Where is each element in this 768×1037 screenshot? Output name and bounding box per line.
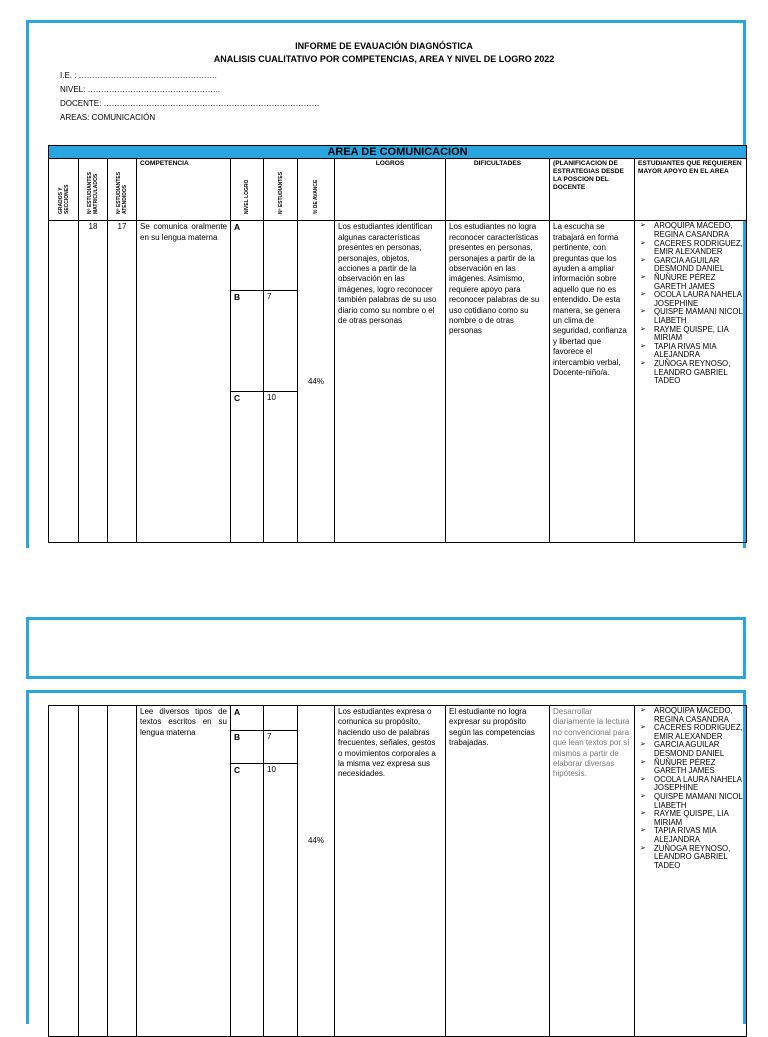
area-banner: AREA DE COMUNICACION bbox=[49, 146, 747, 159]
nivel-row-a bbox=[231, 706, 297, 731]
arrow-bullet-icon: ➢ bbox=[640, 359, 646, 367]
list-item bbox=[638, 776, 743, 793]
list-item bbox=[638, 240, 743, 257]
list-item bbox=[638, 845, 743, 871]
list-item bbox=[638, 759, 743, 776]
nivel-logro-cell bbox=[231, 221, 298, 543]
list-item bbox=[638, 724, 743, 741]
header-dificultades: DIFICULTADES bbox=[446, 159, 550, 221]
nivel-letter: C bbox=[231, 392, 264, 542]
list-item bbox=[638, 257, 743, 274]
nivel-count: 7 bbox=[267, 292, 272, 302]
students-list bbox=[638, 707, 743, 870]
list-item bbox=[638, 326, 743, 343]
dificultades-cell: Los estudiantes no logra reconocer características presentes en personas, personajes a partir de la observación en las imágenes. Asimismo, requiere apoyo para reconocer palabras de su uso cotidiano como su nombre o de otras personas bbox=[446, 221, 550, 543]
student-name: GARCIA AGUILAR DESMOND DANIEL bbox=[654, 740, 725, 758]
header-avance: % DE AVANCE bbox=[313, 180, 319, 215]
student-name: CACERES RODRIGUEZ, EMIR ALEXANDER bbox=[654, 723, 743, 741]
list-item bbox=[638, 741, 743, 758]
list-item bbox=[638, 291, 743, 308]
planificacion-cell: Desarrollar diariamente la lectura no convencional para que lean textos por sí mismos a partir de elaborar diversas hipótesis. bbox=[550, 706, 635, 1037]
docente-field: DOCENTE: ……………………………………………………………………… bbox=[60, 99, 320, 108]
student-name: RAYME QUISPE, LIA MIRIAM bbox=[654, 809, 729, 827]
list-item bbox=[638, 308, 743, 325]
estudiantes-apoyo-cell bbox=[635, 221, 747, 543]
nivel-row-c bbox=[231, 764, 297, 1036]
arrow-bullet-icon: ➢ bbox=[640, 256, 646, 264]
arrow-bullet-icon: ➢ bbox=[640, 810, 646, 818]
list-item bbox=[638, 793, 743, 810]
header-nivel-logro: NIVEL LOGRO bbox=[244, 180, 250, 215]
student-name: QUISPE MAMANI NICOL LIABETH bbox=[654, 307, 743, 325]
estudiantes-apoyo-cell bbox=[635, 706, 747, 1037]
list-item bbox=[638, 222, 743, 239]
student-name: GARCIA AGUILAR DESMOND DANIEL bbox=[654, 255, 725, 274]
arrow-bullet-icon: ➢ bbox=[640, 325, 646, 333]
page-2-frame bbox=[26, 617, 746, 679]
student-name: AROQUIPA MACEDO, REGINA CASANDRA bbox=[654, 706, 733, 724]
nivel-letter: B bbox=[231, 291, 264, 391]
nivel-logro-cell bbox=[231, 706, 298, 1037]
dificultades-cell: El estudiante no logra expresar su propósito según las competencias trabajadas. bbox=[446, 706, 550, 1037]
header-row bbox=[49, 159, 747, 221]
arrow-bullet-icon: ➢ bbox=[640, 273, 646, 281]
nivel-letter: B bbox=[231, 731, 264, 763]
list-item bbox=[638, 274, 743, 291]
student-name: TAPIA RIVAS MIA ALEJANDRA bbox=[654, 341, 717, 360]
student-name: ÑUÑURE PÉREZ GARETH JAMES bbox=[654, 757, 716, 776]
arrow-bullet-icon: ➢ bbox=[640, 792, 646, 800]
nivel-count bbox=[264, 221, 297, 290]
nivel-row-b bbox=[231, 731, 297, 764]
areas-field: AREAS: COMUNICACIÓN bbox=[60, 113, 156, 122]
logros-cell: Los estudiantes expresa o comunica su propósito, haciendo uso de palabras frecuentes, señales, gestos o movimientos corporales a la misma vez expresa sus necesidades. bbox=[335, 706, 446, 1037]
arrow-bullet-icon: ➢ bbox=[640, 758, 646, 766]
nivel-count: 7 bbox=[267, 732, 272, 741]
table-row bbox=[49, 706, 747, 1037]
student-name: OCOLA LAURA NAHELA JOSEPHINE bbox=[654, 774, 742, 793]
competencia-cell: Lee diversos tipos de textos escritos en su lengua materna bbox=[137, 706, 231, 1037]
nivel-letter: A bbox=[231, 706, 264, 730]
avance-cell: 44% bbox=[298, 221, 335, 543]
arrow-bullet-icon: ➢ bbox=[640, 308, 646, 316]
ie-field: I.E. : ……………………………………………. bbox=[60, 71, 217, 80]
avance-cell: 44% bbox=[298, 706, 335, 1037]
students-list bbox=[638, 222, 743, 385]
student-name: AROQUIPA MACEDO, REGINA CASANDRA bbox=[654, 221, 733, 239]
list-item bbox=[638, 343, 743, 360]
nivel-row-c bbox=[231, 392, 297, 542]
nivel-field: NIVEL: ………………………………………….. bbox=[60, 85, 221, 94]
header-n-estudiantes: Nº ESTUDIANTES bbox=[277, 172, 284, 215]
arrow-bullet-icon: ➢ bbox=[640, 342, 646, 350]
nivel-row-b bbox=[231, 291, 297, 392]
arrow-bullet-icon: ➢ bbox=[640, 291, 646, 299]
header-planificacion: (PLANIFICACION DE ESTRATEGIAS DESDE LA POSCION DEL DOCENTE bbox=[550, 159, 635, 221]
atendidos-cell bbox=[108, 706, 137, 1037]
student-name: OCOLA LAURA NAHELA JOSEPHINE bbox=[654, 290, 742, 308]
nivel-count: 10 bbox=[267, 765, 276, 774]
header-competencia: COMPETENCIA bbox=[137, 159, 231, 221]
student-name: TAPIA RIVAS MIA ALEJANDRA bbox=[654, 826, 717, 844]
nivel-letter: C bbox=[231, 764, 264, 1036]
nivel-count: 10 bbox=[267, 393, 276, 403]
header-matriculados: Nº ESTUDIANTES MATRICULADOS bbox=[87, 172, 99, 215]
arrow-bullet-icon: ➢ bbox=[640, 827, 646, 835]
report-subtitle: ANALISIS CUALITATIVO POR COMPETENCIAS, AREA Y NIVEL DE LOGRO 2022 bbox=[213, 54, 555, 64]
arrow-bullet-icon: ➢ bbox=[640, 707, 646, 714]
list-item bbox=[638, 827, 743, 844]
competencia-cell: Se comunica oralmente en su lengua materna bbox=[137, 221, 231, 543]
report-title: INFORME DE EVAUACIÓN DIAGNÓSTICA bbox=[295, 41, 473, 51]
student-name: ZUÑOGA REYNOSO, LEANDRO GABRIEL TADEO bbox=[654, 843, 731, 870]
student-name: CACERES RODRIGUEZ, EMIR ALEXANDER bbox=[654, 238, 743, 257]
arrow-bullet-icon: ➢ bbox=[640, 724, 646, 732]
arrow-bullet-icon: ➢ bbox=[640, 844, 646, 852]
header-logros: LOGROS bbox=[335, 159, 446, 221]
student-name: RAYME QUISPE, LIA MIRIAM bbox=[654, 324, 729, 343]
atendidos-cell: 17 bbox=[108, 221, 137, 543]
header-estudiantes-apoyo: ESTUDIANTES QUE REQUIEREN MAYOR APOYO EN EL AREA bbox=[635, 159, 747, 221]
list-item bbox=[638, 810, 743, 827]
student-name: ZUÑOGA REYNOSO, LEANDRO GABRIEL TADEO bbox=[654, 358, 731, 386]
student-name: ÑUÑURE PÉREZ GARETH JAMES bbox=[654, 272, 716, 291]
arrow-bullet-icon: ➢ bbox=[640, 222, 646, 230]
arrow-bullet-icon: ➢ bbox=[640, 239, 646, 247]
matriculados-cell: 18 bbox=[79, 221, 108, 543]
nivel-letter: A bbox=[231, 221, 264, 290]
matriculados-cell bbox=[79, 706, 108, 1037]
analysis-table-page3 bbox=[48, 705, 747, 1037]
grados-cell bbox=[49, 706, 79, 1037]
arrow-bullet-icon: ➢ bbox=[640, 775, 646, 783]
arrow-bullet-icon: ➢ bbox=[640, 741, 646, 749]
student-name: QUISPE MAMANI NICOL LIABETH bbox=[654, 791, 743, 810]
nivel-count bbox=[264, 706, 297, 730]
analysis-table-page1 bbox=[48, 145, 747, 543]
header-atendidos: Nº ESTUDIANTES ATENDIDOS bbox=[116, 172, 128, 215]
list-item bbox=[638, 360, 743, 386]
planificacion-cell: La escucha se trabajará en forma pertinente, con preguntas que los ayuden a ampliar información sobre aquello que no es entendido. De esta manera, se genera un clima de seguridad, confianza y libertad que favorece el intercambio verbal, Docente-niño/a. bbox=[550, 221, 635, 543]
nivel-row-a bbox=[231, 221, 297, 291]
list-item bbox=[638, 707, 743, 724]
header-grados: GRADOS Y SECCIONES bbox=[57, 184, 70, 215]
grados-cell bbox=[49, 221, 79, 543]
logros-cell: Los estudiantes identifican algunas características presentes en personas, personajes, objetos, acciones a partir de la observación en las imágenes, logro reconocer también palabras de su uso diario como su nombre o el de otras personas bbox=[335, 221, 446, 543]
table-row bbox=[49, 221, 747, 543]
